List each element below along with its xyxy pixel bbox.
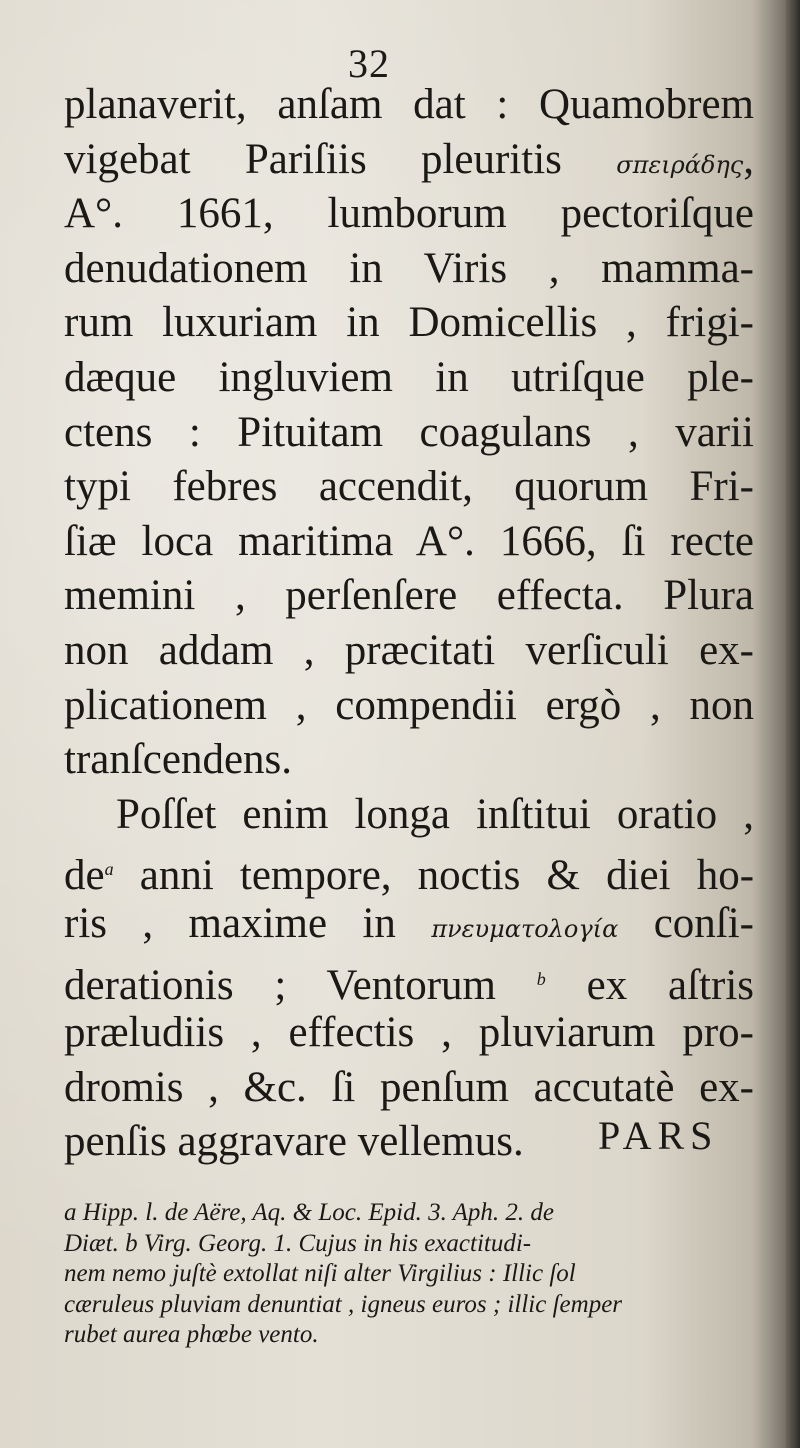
body-text bbox=[64, 78, 754, 1170]
footnote-line: rubet aurea phœbe vento. bbox=[64, 1321, 319, 1348]
footnote-line: Diæt. b Virg. Georg. 1. Cujus in his exactitudi- bbox=[64, 1229, 532, 1257]
text-line: vigebat Pariſiis pleuritis σπειράδης, bbox=[64, 135, 754, 183]
text-line: memini , perſenſere effecta. Plura bbox=[64, 572, 754, 620]
text-line: penſis aggravare vellemus. bbox=[64, 1118, 524, 1166]
text-line: ris , maxime in πνευματολογία conſi- bbox=[64, 899, 755, 947]
text-line: ctens : Pituitam coagulans , varii bbox=[64, 408, 754, 456]
footnote-line: a Hipp. l. de Aëre, Aq. & Loc. Epid. 3. Aph. 2. de bbox=[64, 1199, 555, 1226]
text-line: tranſcendens. bbox=[64, 736, 293, 784]
text-line: non addam , præcitati verſiculi ex- bbox=[64, 626, 754, 674]
text-line: dromis , &c. ſi penſum accutatè ex- bbox=[64, 1063, 754, 1111]
page-number: 32 bbox=[348, 41, 390, 86]
text-line: Poſſet enim longa inſtitui oratio , bbox=[116, 790, 754, 838]
text-line: planaverit, anſam dat : Quamobrem bbox=[64, 81, 754, 128]
greek-word: σπειράδης bbox=[616, 150, 744, 179]
text-line: præludiis , effectis , pluviarum pro- bbox=[64, 1009, 754, 1057]
footnotes bbox=[64, 1198, 734, 1351]
text-line: dæque ingluviem in utriſque ple- bbox=[64, 353, 754, 401]
text-line: rum luxuriam in Domicellis , frigi- bbox=[64, 299, 754, 347]
text-line: plicationem , compendii ergò , non bbox=[64, 681, 754, 729]
text-line: $de^a$ anni tempore, noctis & diei ho- bbox=[64, 852, 755, 900]
book-spine-shadow bbox=[786, 0, 800, 1448]
text-line: typi febres accendit, quorum Fri- bbox=[64, 463, 754, 511]
footnote-mark-b: b bbox=[536, 968, 546, 989]
greek-word: πνευματολογία bbox=[431, 914, 619, 943]
text-line: derationis ; Ventorum $^b$ ex aſtris bbox=[64, 961, 755, 1009]
text-line: ſiæ loca maritima A°. 1666, ſi recte bbox=[64, 517, 754, 565]
footnote-mark-a: a bbox=[104, 859, 114, 880]
text-line: A°. 1661, lumborum pectoriſque bbox=[64, 190, 754, 238]
footnote-line: cæruleus pluviam denuntiat , igneus euros ; illic ſemper bbox=[64, 1290, 623, 1318]
catchword: PARS bbox=[598, 1113, 719, 1158]
footnote-line: nem nemo juſtè extollat niſi alter Virgilius : Illic ſol bbox=[64, 1260, 576, 1287]
text-line: denudationem in Viris , mamma- bbox=[64, 244, 754, 292]
